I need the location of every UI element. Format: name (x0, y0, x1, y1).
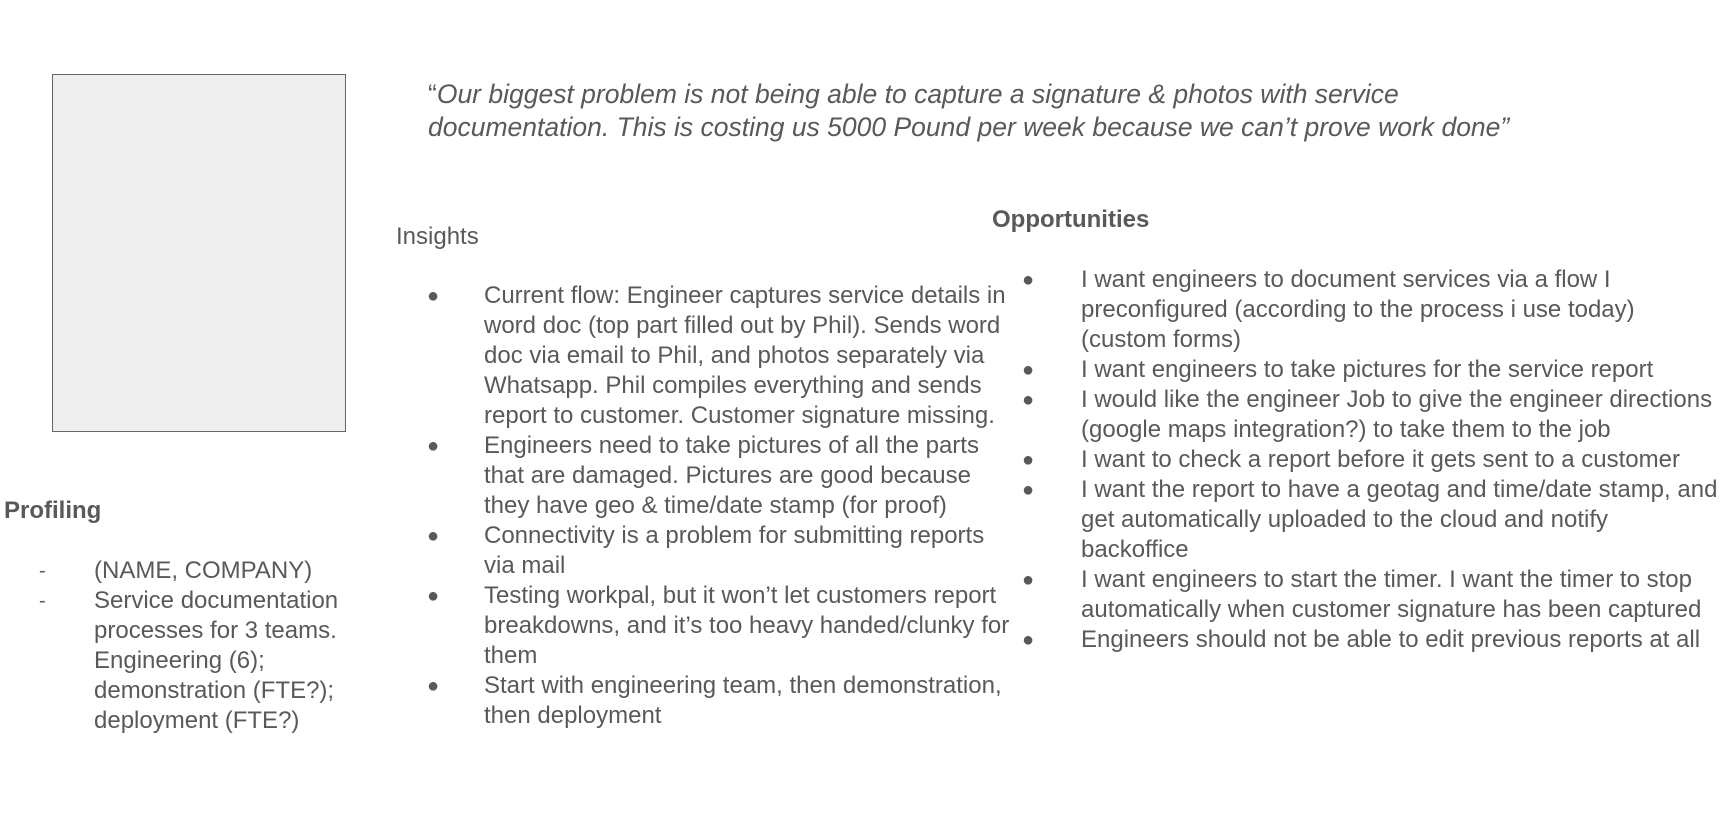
list-item (427, 281, 1010, 431)
bullet-icon: ● (1022, 629, 1035, 651)
list-item-text: Current flow: Engineer captures service details in word doc (top part filled out by Phil). Sends word doc via email to Phil, and photos separately via Whatsapp. Phil compiles everything and sends report to customer. Customer signature missing. (484, 282, 1006, 429)
list-item (1022, 355, 1721, 385)
quote-open-mark: “ (428, 79, 437, 109)
insights-heading: Insights (396, 223, 479, 250)
bullet-icon: ● (427, 585, 440, 607)
list-item-text: I want engineers to take pictures for the service report (1081, 356, 1654, 383)
profiling-list (39, 556, 364, 736)
bullet-icon: ● (427, 525, 440, 547)
list-item (1022, 475, 1721, 565)
list-item-text: Connectivity is a problem for submitting reports via mail (484, 522, 985, 579)
list-item (427, 671, 1010, 731)
list-item-text: I would like the engineer Job to give the engineer directions (google maps integration?) to take them to the job (1081, 386, 1713, 443)
profiling-heading: Profiling (4, 497, 102, 524)
list-item (1022, 565, 1721, 625)
quote-text: Our biggest problem is not being able to capture a signature & photos with service documentation. This is costing us 5000 Pound per week because we can’t prove work done” (428, 79, 1510, 142)
bullet-icon: ● (1022, 269, 1035, 291)
list-item-text: Testing workpal, but it won’t let customers report breakdowns, and it’s too heavy handed/clunky for them (484, 582, 1010, 669)
bullet-icon: ● (427, 675, 440, 697)
list-item-text: (NAME, COMPANY) (94, 557, 313, 584)
bullet-icon: ● (1022, 389, 1035, 411)
bullet-icon: ● (427, 285, 440, 307)
dash-bullet-icon: - (39, 590, 46, 612)
list-item (427, 521, 1010, 581)
list-item-text: Engineers should not be able to edit previous reports at all (1081, 626, 1701, 653)
list-item (1022, 385, 1721, 445)
list-item (39, 556, 364, 586)
persona-photo-placeholder (52, 74, 346, 432)
bullet-icon: ● (427, 435, 440, 457)
list-item-text: Service documentation processes for 3 teams. Engineering (6); demonstration (FTE?); deployment (FTE?) (94, 587, 339, 734)
bullet-icon: ● (1022, 479, 1035, 501)
list-item (1022, 265, 1721, 355)
list-item-text: I want the report to have a geotag and time/date stamp, and get automatically uploaded to the cloud and notify backoffice (1081, 476, 1718, 563)
opportunities-list (1022, 265, 1721, 655)
list-item (427, 431, 1010, 521)
list-item (1022, 445, 1721, 475)
bullet-icon: ● (1022, 449, 1035, 471)
list-item-text: I want to check a report before it gets sent to a customer (1081, 446, 1680, 473)
list-item (1022, 625, 1721, 655)
list-item (427, 581, 1010, 671)
insights-list (427, 281, 1010, 731)
bullet-icon: ● (1022, 359, 1035, 381)
list-item-text: I want engineers to document services via a flow I preconfigured (according to the process i use today) (custom forms) (1081, 266, 1635, 353)
list-item-text: I want engineers to start the timer. I want the timer to stop automatically when customer signature has been captured (1081, 566, 1702, 623)
list-item-text: Start with engineering team, then demonstration, then deployment (484, 672, 1002, 729)
list-item (39, 586, 364, 736)
dash-bullet-icon: - (39, 560, 46, 582)
list-item-text: Engineers need to take pictures of all the parts that are damaged. Pictures are good because they have geo & time/date stamp (for proof) (484, 432, 979, 519)
bullet-icon: ● (1022, 569, 1035, 591)
opportunities-heading: Opportunities (992, 206, 1150, 233)
customer-quote (428, 78, 1518, 143)
